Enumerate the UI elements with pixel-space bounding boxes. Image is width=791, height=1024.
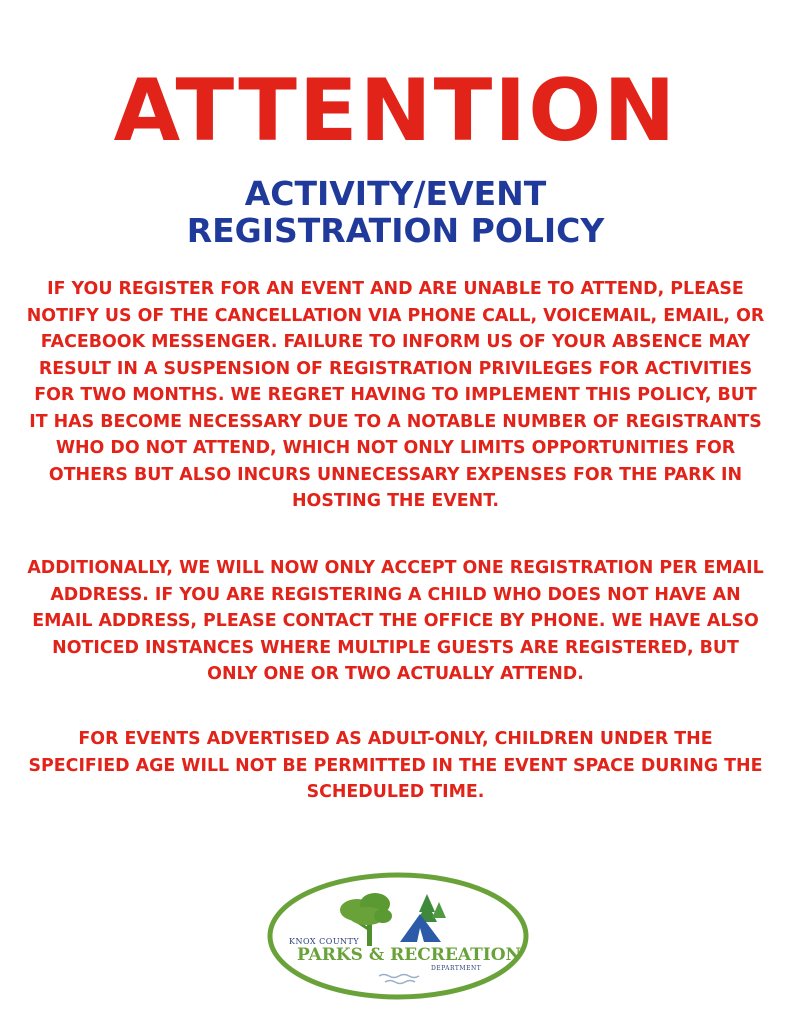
- logo-department-label: DEPARTMENT: [431, 965, 482, 972]
- policy-paragraph-email: ADDITIONALLY, WE WILL NOW ONLY ACCEPT ONE REGISTRATION PER EMAIL ADDRESS. IF YOU ARE REGISTERING A CHILD WHO DOES NOT HAVE AN EMAIL ADDRESS, PLEASE CONTACT THE OFFICE BY PHONE. WE HAVE ALSO NOTICED INSTANCES WHERE MULTIPLE GUESTS ARE REGISTERED, BUT ONLY ONE OR TWO ACTUALLY ATTEND.: [27, 558, 764, 684]
- logo-name-recreation: RECREATION: [390, 945, 522, 965]
- logo-oval-border: [270, 875, 526, 997]
- logo-org-name: [297, 945, 521, 965]
- parks-recreation-logo: [267, 872, 529, 1000]
- logo-graphic: [267, 872, 529, 1000]
- policy-paragraph-adult-only: FOR EVENTS ADVERTISED AS ADULT-ONLY, CHILDREN UNDER THE SPECIFIED AGE WILL NOT BE PERMITTED IN THE EVENT SPACE DURING THE SCHEDULED TIME.: [28, 729, 763, 802]
- logo-county-label: KNOX COUNTY: [289, 937, 360, 946]
- logo-name-parks: PARKS: [297, 945, 363, 965]
- policy-paragraph-cancellation: IF YOU REGISTER FOR AN EVENT AND ARE UNABLE TO ATTEND, PLEASE NOTIFY US OF THE CANCELLATION VIA PHONE CALL, VOICEMAIL, EMAIL, OR FACEBOOK MESSENGER. FAILURE TO INFORM US OF YOUR ABSENCE MAY RESULT IN A SUSPENSION OF REGISTRATION PRIVILEGES FOR ACTIVITIES FOR TWO MONTHS. WE REGRET HAVING TO IMPLEMENT THIS POLICY, BUT IT HAS BECOME NECESSARY DUE TO A NOTABLE NUMBER OF REGISTRANTS WHO DO NOT ATTEND, WHICH NOT ONLY LIMITS OPPORTUNITIES FOR OTHERS BUT ALSO INCURS UNNECESSARY EXPENSES FOR THE PARK IN HOSTING THE EVENT.: [26, 279, 765, 511]
- policy-title-line-1: ACTIVITY/EVENT: [244, 174, 547, 213]
- policy-title: [0, 175, 791, 249]
- policy-title-line-2: REGISTRATION POLICY: [186, 211, 605, 250]
- headline: ATTENTION: [113, 61, 678, 161]
- logo-name-ampersand: &: [368, 945, 385, 965]
